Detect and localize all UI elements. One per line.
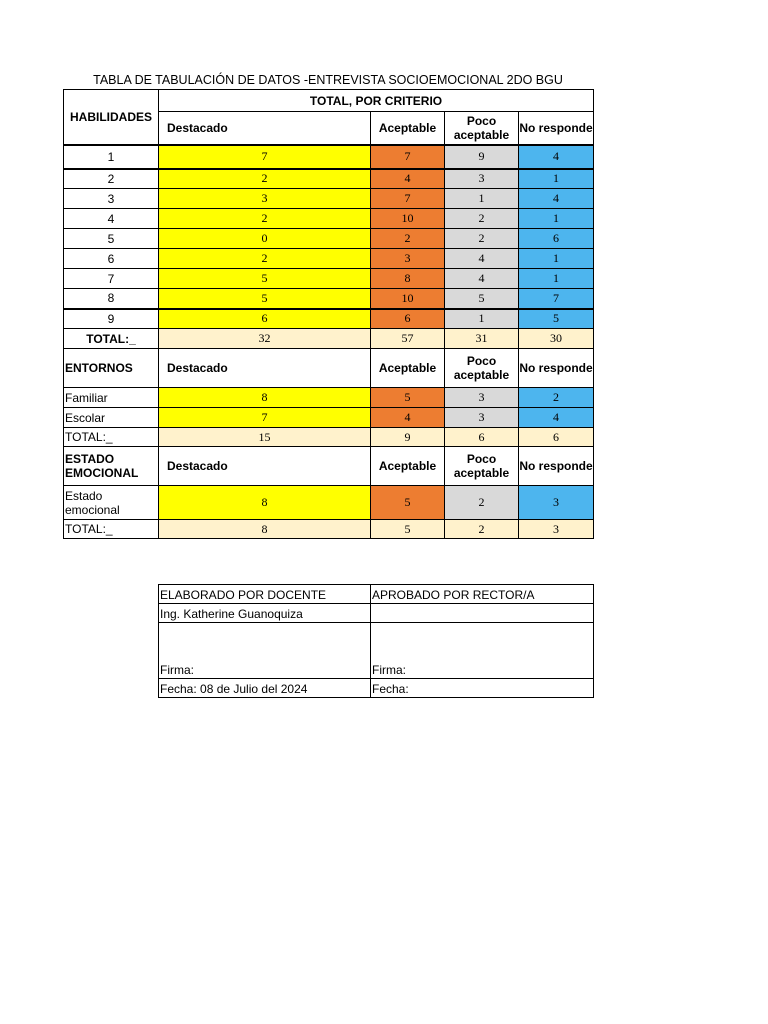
firma-right: Firma: [371, 623, 594, 679]
table-row [64, 209, 594, 229]
value-destacado: 2 [159, 209, 371, 229]
total-aceptable: 9 [371, 428, 445, 447]
table-row [64, 486, 594, 520]
value-no-responde: 1 [519, 269, 594, 289]
total-aceptable: 57 [371, 329, 445, 349]
header-poco-aceptable: Poco aceptable [445, 112, 519, 145]
row-label: 2 [64, 169, 159, 189]
tabulation-table [63, 89, 594, 539]
fecha-left: Fecha: 08 de Julio del 2024 [159, 679, 371, 698]
value-poco-aceptable: 2 [445, 486, 519, 520]
value-destacado: 5 [159, 269, 371, 289]
value-no-responde: 7 [519, 289, 594, 309]
value-poco-aceptable: 1 [445, 189, 519, 209]
value-aceptable: 6 [371, 309, 445, 329]
value-aceptable: 5 [371, 486, 445, 520]
table-row [64, 309, 594, 329]
row-label: 4 [64, 209, 159, 229]
value-no-responde: 2 [519, 388, 594, 408]
document-title: TABLA DE TABULACIÓN DE DATOS -ENTREVISTA SOCIOEMOCIONAL 2DO BGU [93, 73, 563, 87]
header-row [64, 90, 594, 112]
value-aceptable: 8 [371, 269, 445, 289]
value-no-responde: 1 [519, 209, 594, 229]
value-destacado: 0 [159, 229, 371, 249]
value-no-responde: 5 [519, 309, 594, 329]
value-aceptable: 2 [371, 229, 445, 249]
table-row [64, 289, 594, 309]
row-label: 5 [64, 229, 159, 249]
total-destacado: 8 [159, 520, 371, 539]
header-no-responde: No responde [519, 447, 594, 486]
total-destacado: 32 [159, 329, 371, 349]
table-row [64, 229, 594, 249]
aprobado-header: APROBADO POR RECTOR/A [371, 585, 594, 604]
value-aceptable: 10 [371, 289, 445, 309]
total-no-responde: 6 [519, 428, 594, 447]
value-no-responde: 4 [519, 408, 594, 428]
row-label: Escolar [64, 408, 159, 428]
estado-header: ESTADO EMOCIONAL [64, 447, 159, 486]
value-destacado: 7 [159, 408, 371, 428]
value-poco-aceptable: 4 [445, 249, 519, 269]
value-no-responde: 6 [519, 229, 594, 249]
habilidades-header: HABILIDADES [64, 90, 159, 145]
row-label: 1 [64, 145, 159, 169]
value-destacado: 8 [159, 486, 371, 520]
value-no-responde: 4 [519, 145, 594, 169]
total-label: TOTAL:_ [64, 329, 159, 349]
value-poco-aceptable: 3 [445, 388, 519, 408]
firma-left: Firma: [159, 623, 371, 679]
value-poco-aceptable: 2 [445, 209, 519, 229]
value-aceptable: 4 [371, 169, 445, 189]
header-aceptable: Aceptable [371, 447, 445, 486]
value-destacado: 6 [159, 309, 371, 329]
value-poco-aceptable: 3 [445, 169, 519, 189]
value-aceptable: 5 [371, 388, 445, 408]
total-no-responde: 3 [519, 520, 594, 539]
value-destacado: 7 [159, 145, 371, 169]
value-poco-aceptable: 4 [445, 269, 519, 289]
table-row [64, 169, 594, 189]
header-poco-aceptable: Poco aceptable [445, 349, 519, 388]
value-aceptable: 7 [371, 189, 445, 209]
row-label: Estado emocional [64, 486, 159, 520]
value-poco-aceptable: 2 [445, 229, 519, 249]
value-destacado: 3 [159, 189, 371, 209]
header-aceptable: Aceptable [371, 112, 445, 145]
header-no-responde: No responde [519, 112, 594, 145]
value-aceptable: 4 [371, 408, 445, 428]
value-destacado: 5 [159, 289, 371, 309]
value-poco-aceptable: 3 [445, 408, 519, 428]
value-no-responde: 1 [519, 169, 594, 189]
header-aceptable: Aceptable [371, 349, 445, 388]
total-label: TOTAL:_ [64, 428, 159, 447]
elaborado-name: Ing. Katherine Guanoquiza [159, 604, 371, 623]
header-destacado: Destacado [159, 349, 371, 388]
total-poco: 6 [445, 428, 519, 447]
row-label: 3 [64, 189, 159, 209]
total-row [64, 329, 594, 349]
value-poco-aceptable: 9 [445, 145, 519, 169]
header-poco-aceptable: Poco aceptable [445, 447, 519, 486]
value-aceptable: 7 [371, 145, 445, 169]
value-poco-aceptable: 5 [445, 289, 519, 309]
value-aceptable: 10 [371, 209, 445, 229]
row-label: Familiar [64, 388, 159, 408]
header-destacado: Destacado [159, 112, 371, 145]
value-no-responde: 1 [519, 249, 594, 269]
group-header: TOTAL, POR CRITERIO [159, 90, 594, 112]
value-no-responde: 4 [519, 189, 594, 209]
value-destacado: 2 [159, 249, 371, 269]
value-destacado: 2 [159, 169, 371, 189]
row-label: 7 [64, 269, 159, 289]
aprobado-name [371, 604, 594, 623]
total-no-responde: 30 [519, 329, 594, 349]
row-label: 6 [64, 249, 159, 269]
total-poco: 31 [445, 329, 519, 349]
entornos-header: ENTORNOS [64, 349, 159, 388]
value-poco-aceptable: 1 [445, 309, 519, 329]
signature-table [158, 584, 594, 698]
value-no-responde: 3 [519, 486, 594, 520]
table-row [64, 189, 594, 209]
total-aceptable: 5 [371, 520, 445, 539]
row-label: 9 [64, 309, 159, 329]
total-row [64, 520, 594, 539]
header-row [64, 447, 594, 486]
table-row [64, 249, 594, 269]
value-aceptable: 3 [371, 249, 445, 269]
elaborado-header: ELABORADO POR DOCENTE [159, 585, 371, 604]
table-row [64, 388, 594, 408]
header-row [64, 349, 594, 388]
total-row [64, 428, 594, 447]
header-destacado: Destacado [159, 447, 371, 486]
total-label: TOTAL:_ [64, 520, 159, 539]
table-row [64, 269, 594, 289]
header-no-responde: No responde [519, 349, 594, 388]
value-destacado: 8 [159, 388, 371, 408]
fecha-right: Fecha: [371, 679, 594, 698]
row-label: 8 [64, 289, 159, 309]
table-row [64, 408, 594, 428]
table-row [64, 145, 594, 169]
total-poco: 2 [445, 520, 519, 539]
total-destacado: 15 [159, 428, 371, 447]
